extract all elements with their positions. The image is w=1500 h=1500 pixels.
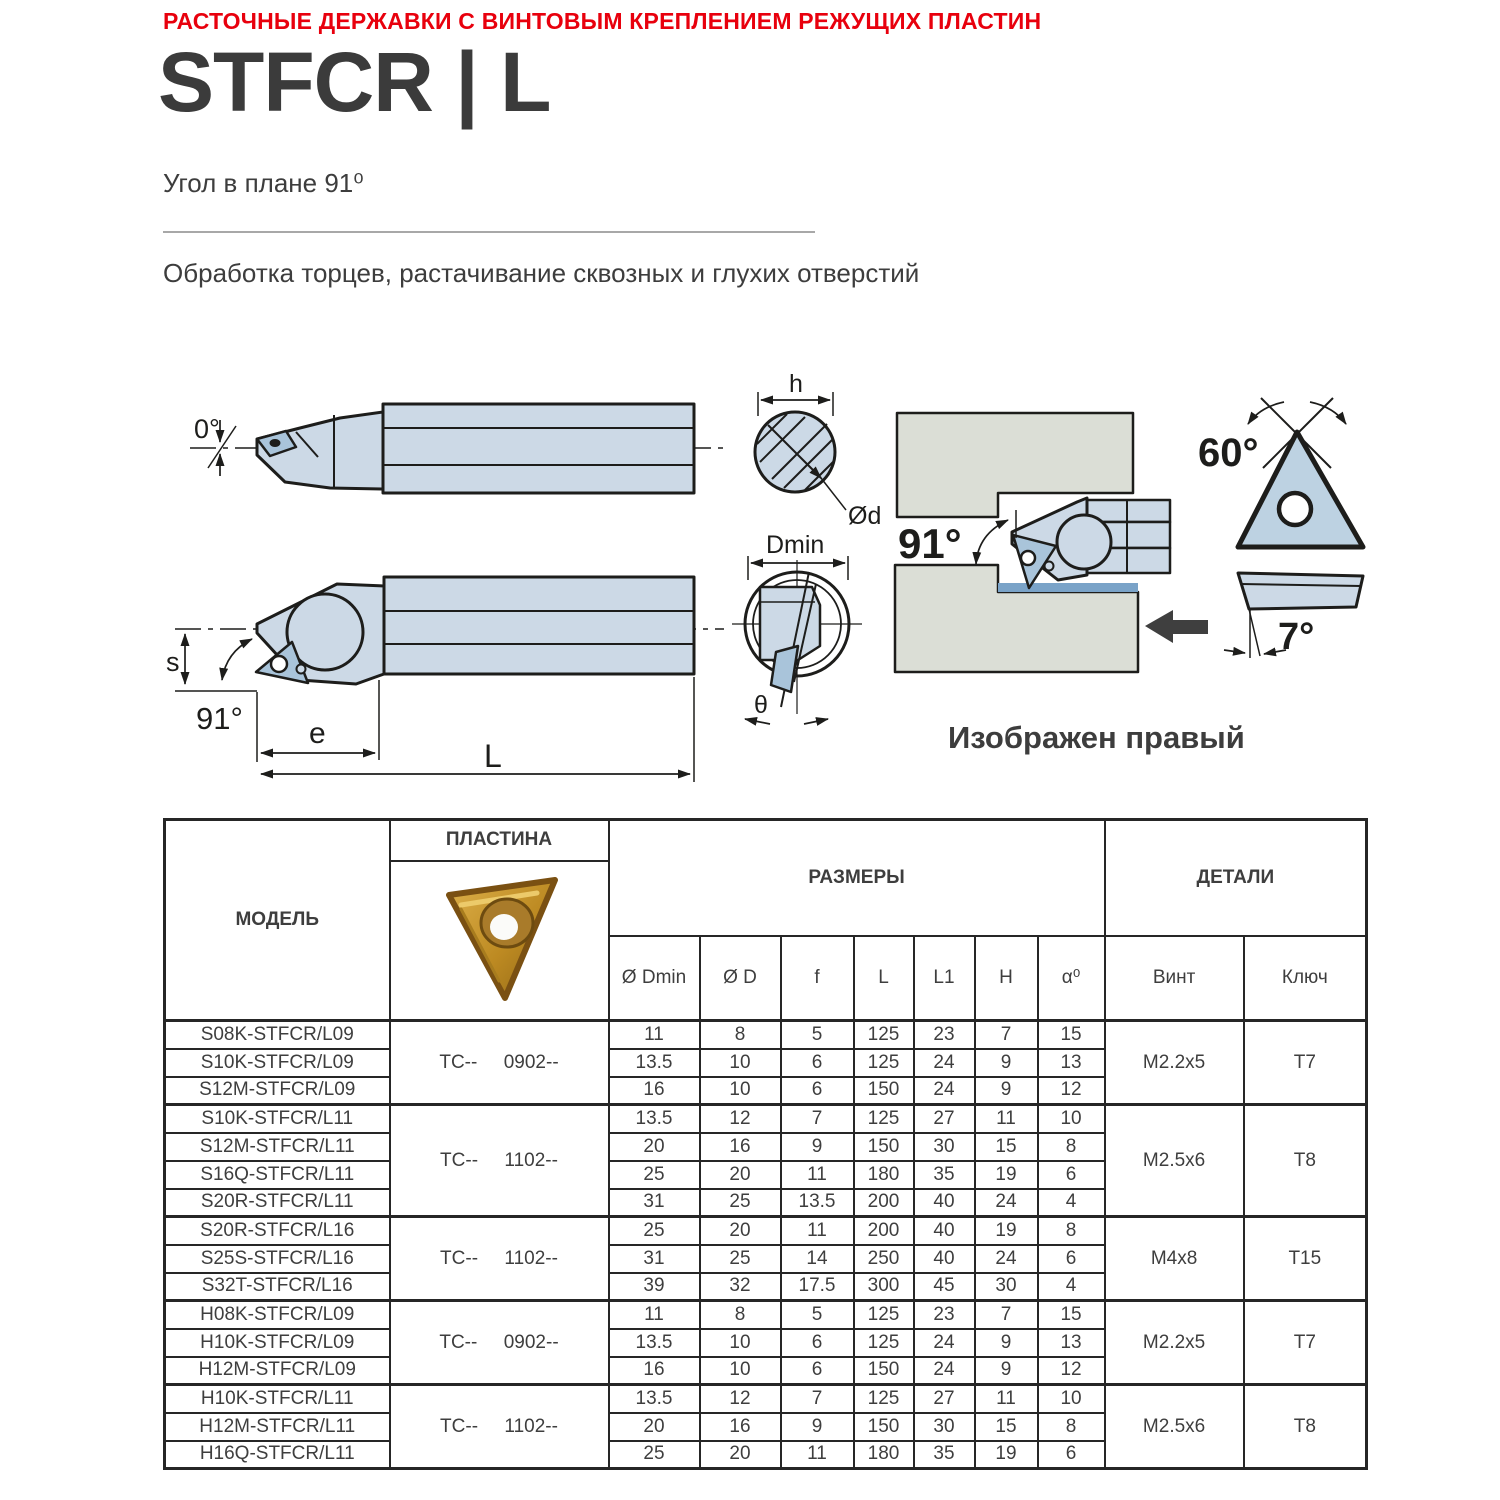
model-cell: S10K-STFCR/L11 <box>165 1105 390 1133</box>
insert-code-cell: TC-- 1102-- <box>390 1105 609 1217</box>
dim-cell-d: 8 <box>700 1021 781 1049</box>
dim-cell-dmin: 13.5 <box>609 1105 700 1133</box>
screw-cell: M2.5x6 <box>1105 1105 1244 1217</box>
dim-cell-f: 6 <box>781 1357 854 1385</box>
column-header-h: H <box>975 936 1038 1021</box>
dim-cell-l1: 30 <box>914 1413 975 1441</box>
dim-cell-d: 32 <box>700 1273 781 1301</box>
table-row <box>165 1217 1367 1245</box>
dim-cell-h: 9 <box>975 1077 1038 1105</box>
dim-cell-d: 16 <box>700 1413 781 1441</box>
dim-cell-a: 10 <box>1038 1105 1105 1133</box>
side-view-top-drawing <box>190 404 724 493</box>
dim-cell-dmin: 20 <box>609 1133 700 1161</box>
dim-cell-a: 8 <box>1038 1217 1105 1245</box>
dim-cell-d: 25 <box>700 1189 781 1217</box>
model-cell: S08K-STFCR/L09 <box>165 1021 390 1049</box>
plan-angle-subtitle: Угол в плане 91⁰ <box>163 168 364 198</box>
dim-cell-d: 10 <box>700 1049 781 1077</box>
dim-cell-d: 8 <box>700 1301 781 1329</box>
dim-cell-l: 200 <box>854 1217 914 1245</box>
dim-cell-l: 200 <box>854 1189 914 1217</box>
screw-cell: M2.2x5 <box>1105 1021 1244 1105</box>
dim-cell-a: 15 <box>1038 1301 1105 1329</box>
dim-cell-l: 150 <box>854 1357 914 1385</box>
dim-cell-l: 125 <box>854 1329 914 1357</box>
dim-cell-dmin: 31 <box>609 1245 700 1273</box>
dim-cell-l1: 23 <box>914 1021 975 1049</box>
column-header-screw: Винт <box>1105 936 1244 1021</box>
column-header-key: Ключ <box>1244 936 1367 1021</box>
label-angle-91-left: 91° <box>196 701 243 736</box>
dim-cell-f: 6 <box>781 1077 854 1105</box>
dim-cell-l: 125 <box>854 1385 914 1413</box>
column-header-dmin: Ø Dmin <box>609 936 700 1021</box>
table-row <box>165 1105 1367 1133</box>
dim-cell-f: 11 <box>781 1217 854 1245</box>
dim-cell-l1: 24 <box>914 1329 975 1357</box>
model-cell: H12M-STFCR/L09 <box>165 1357 390 1385</box>
dim-cell-dmin: 13.5 <box>609 1049 700 1077</box>
dim-cell-l1: 40 <box>914 1217 975 1245</box>
dim-cell-h: 24 <box>975 1189 1038 1217</box>
insert-geometry-drawing <box>1145 398 1363 658</box>
dim-cell-dmin: 25 <box>609 1441 700 1469</box>
dim-cell-d: 10 <box>700 1329 781 1357</box>
dim-cell-d: 12 <box>700 1105 781 1133</box>
model-cell: S16Q-STFCR/L11 <box>165 1161 390 1189</box>
insert-photo-cell <box>390 861 609 1021</box>
dim-cell-h: 9 <box>975 1329 1038 1357</box>
dim-cell-f: 17.5 <box>781 1273 854 1301</box>
dim-cell-l: 125 <box>854 1049 914 1077</box>
label-s: s <box>166 647 180 677</box>
dim-cell-l1: 24 <box>914 1077 975 1105</box>
dim-cell-f: 6 <box>781 1329 854 1357</box>
dim-cell-d: 16 <box>700 1133 781 1161</box>
key-cell: T8 <box>1244 1385 1367 1469</box>
dim-cell-l: 150 <box>854 1133 914 1161</box>
dim-cell-h: 7 <box>975 1301 1038 1329</box>
screw-cell: M4x8 <box>1105 1217 1244 1301</box>
model-cell: S20R-STFCR/L16 <box>165 1217 390 1245</box>
column-header-model: МОДЕЛЬ <box>165 820 390 1021</box>
dim-cell-f: 13.5 <box>781 1189 854 1217</box>
dim-cell-a: 8 <box>1038 1413 1105 1441</box>
dim-cell-f: 6 <box>781 1049 854 1077</box>
dim-cell-dmin: 16 <box>609 1357 700 1385</box>
column-header-d: Ø D <box>700 936 781 1021</box>
dim-cell-a: 6 <box>1038 1245 1105 1273</box>
screw-cell: M2.5x6 <box>1105 1385 1244 1469</box>
label-od: Ød <box>848 502 882 530</box>
label-angle-7: 7° <box>1278 616 1315 658</box>
dim-cell-l: 300 <box>854 1273 914 1301</box>
dim-cell-h: 11 <box>975 1105 1038 1133</box>
dim-cell-l: 125 <box>854 1105 914 1133</box>
column-header-insert: ПЛАСТИНА <box>390 820 609 861</box>
dim-cell-l: 125 <box>854 1021 914 1049</box>
table-row <box>165 1021 1367 1049</box>
column-header-sizes: РАЗМЕРЫ <box>609 820 1105 936</box>
dim-cell-l: 150 <box>854 1413 914 1441</box>
column-header-l1: L1 <box>914 936 975 1021</box>
dim-cell-f: 7 <box>781 1105 854 1133</box>
dim-cell-h: 15 <box>975 1413 1038 1441</box>
dim-cell-a: 13 <box>1038 1049 1105 1077</box>
insert-code-cell: TC-- 1102-- <box>390 1217 609 1301</box>
drawing-caption: Изображен правый <box>948 720 1245 755</box>
dim-cell-d: 25 <box>700 1245 781 1273</box>
model-cell: S12M-STFCR/L09 <box>165 1077 390 1105</box>
spec-table-body <box>165 1021 1367 1469</box>
screw-cell: M2.2x5 <box>1105 1301 1244 1385</box>
dim-cell-l: 250 <box>854 1245 914 1273</box>
dim-cell-l1: 23 <box>914 1301 975 1329</box>
dim-cell-l1: 24 <box>914 1357 975 1385</box>
description-text: Обработка торцев, растачивание сквозных и глухих отверстий <box>163 258 920 288</box>
dim-cell-a: 6 <box>1038 1441 1105 1469</box>
boring-application-drawing <box>895 413 1245 755</box>
dim-cell-l1: 35 <box>914 1441 975 1469</box>
shank-cross-section-drawing <box>755 370 881 530</box>
dim-cell-dmin: 31 <box>609 1189 700 1217</box>
model-cell: H12M-STFCR/L11 <box>165 1413 390 1441</box>
feed-direction-arrow-icon <box>1145 610 1208 643</box>
dim-cell-a: 8 <box>1038 1133 1105 1161</box>
dim-cell-a: 6 <box>1038 1161 1105 1189</box>
dim-cell-l1: 30 <box>914 1133 975 1161</box>
dim-cell-a: 13 <box>1038 1329 1105 1357</box>
dim-cell-h: 24 <box>975 1245 1038 1273</box>
dim-cell-l1: 45 <box>914 1273 975 1301</box>
dim-cell-dmin: 25 <box>609 1217 700 1245</box>
dim-cell-l1: 27 <box>914 1385 975 1413</box>
model-cell: S12M-STFCR/L11 <box>165 1133 390 1161</box>
label-rake-angle: 0° <box>194 414 220 444</box>
table-row <box>165 1301 1367 1329</box>
dim-cell-f: 9 <box>781 1133 854 1161</box>
dim-cell-d: 20 <box>700 1441 781 1469</box>
dim-cell-l: 125 <box>854 1301 914 1329</box>
dim-cell-a: 10 <box>1038 1385 1105 1413</box>
model-cell: S10K-STFCR/L09 <box>165 1049 390 1077</box>
dim-cell-d: 10 <box>700 1357 781 1385</box>
key-cell: T7 <box>1244 1021 1367 1105</box>
dim-cell-h: 7 <box>975 1021 1038 1049</box>
dim-cell-h: 11 <box>975 1385 1038 1413</box>
dim-cell-l1: 24 <box>914 1049 975 1077</box>
dim-cell-a: 12 <box>1038 1357 1105 1385</box>
dim-cell-dmin: 11 <box>609 1301 700 1329</box>
model-cell: H10K-STFCR/L11 <box>165 1385 390 1413</box>
dim-cell-h: 9 <box>975 1357 1038 1385</box>
category-heading: РАСТОЧНЫЕ ДЕРЖАВКИ С ВИНТОВЫМ КРЕПЛЕНИЕМ РЕЖУЩИХ ПЛАСТИН <box>163 8 1042 34</box>
dim-cell-dmin: 13.5 <box>609 1329 700 1357</box>
dim-cell-d: 10 <box>700 1077 781 1105</box>
column-header-l: L <box>854 936 914 1021</box>
dim-cell-dmin: 11 <box>609 1021 700 1049</box>
dim-cell-dmin: 13.5 <box>609 1385 700 1413</box>
divider-line <box>163 231 815 233</box>
page-title: STFCR | L <box>158 35 551 129</box>
dim-cell-a: 4 <box>1038 1189 1105 1217</box>
bore-cross-section-drawing <box>732 531 862 724</box>
label-theta: θ <box>754 691 768 719</box>
label-e: e <box>309 717 326 750</box>
model-cell: S32T-STFCR/L16 <box>165 1273 390 1301</box>
dim-cell-f: 5 <box>781 1021 854 1049</box>
dim-cell-l1: 35 <box>914 1161 975 1189</box>
dim-cell-l1: 40 <box>914 1245 975 1273</box>
insert-code-cell: TC-- 0902-- <box>390 1021 609 1105</box>
key-cell: T8 <box>1244 1105 1367 1217</box>
dim-cell-f: 14 <box>781 1245 854 1273</box>
dim-cell-dmin: 25 <box>609 1161 700 1189</box>
dim-cell-d: 20 <box>700 1161 781 1189</box>
dim-cell-d: 12 <box>700 1385 781 1413</box>
label-L: L <box>484 738 502 774</box>
insert-photo <box>419 865 579 1015</box>
label-h: h <box>789 370 803 398</box>
spec-table <box>163 818 1368 1470</box>
column-header-f: f <box>781 936 854 1021</box>
column-header-details: ДЕТАЛИ <box>1105 820 1367 936</box>
dim-cell-h: 9 <box>975 1049 1038 1077</box>
dim-cell-dmin: 39 <box>609 1273 700 1301</box>
label-angle-91-right: 91° <box>898 520 962 567</box>
dim-cell-l1: 40 <box>914 1189 975 1217</box>
model-cell: H08K-STFCR/L09 <box>165 1301 390 1329</box>
dim-cell-h: 15 <box>975 1133 1038 1161</box>
dim-cell-a: 15 <box>1038 1021 1105 1049</box>
column-header-alpha: α⁰ <box>1038 936 1105 1021</box>
dim-cell-h: 19 <box>975 1441 1038 1469</box>
dim-cell-dmin: 16 <box>609 1077 700 1105</box>
dim-cell-l: 180 <box>854 1441 914 1469</box>
side-view-bottom-drawing <box>166 577 724 782</box>
table-row <box>165 1385 1367 1413</box>
dim-cell-dmin: 20 <box>609 1413 700 1441</box>
model-cell: S25S-STFCR/L16 <box>165 1245 390 1273</box>
dim-cell-f: 11 <box>781 1441 854 1469</box>
technical-drawing <box>160 362 1400 792</box>
insert-code-cell: TC-- 1102-- <box>390 1385 609 1469</box>
model-cell: S20R-STFCR/L11 <box>165 1189 390 1217</box>
dim-cell-h: 19 <box>975 1217 1038 1245</box>
dim-cell-f: 11 <box>781 1161 854 1189</box>
label-angle-60: 60° <box>1198 431 1259 475</box>
dim-cell-d: 20 <box>700 1217 781 1245</box>
dim-cell-f: 5 <box>781 1301 854 1329</box>
key-cell: T7 <box>1244 1301 1367 1385</box>
spec-table-header <box>165 820 1367 1021</box>
dim-cell-f: 7 <box>781 1385 854 1413</box>
dim-cell-l: 150 <box>854 1077 914 1105</box>
dim-cell-h: 30 <box>975 1273 1038 1301</box>
insert-code-cell: TC-- 0902-- <box>390 1301 609 1385</box>
dim-cell-f: 9 <box>781 1413 854 1441</box>
key-cell: T15 <box>1244 1217 1367 1301</box>
dim-cell-l: 180 <box>854 1161 914 1189</box>
label-dmin: Dmin <box>766 531 825 559</box>
model-cell: H16Q-STFCR/L11 <box>165 1441 390 1469</box>
dim-cell-a: 12 <box>1038 1077 1105 1105</box>
dim-cell-l1: 27 <box>914 1105 975 1133</box>
model-cell: H10K-STFCR/L09 <box>165 1329 390 1357</box>
dim-cell-a: 4 <box>1038 1273 1105 1301</box>
dim-cell-h: 19 <box>975 1161 1038 1189</box>
